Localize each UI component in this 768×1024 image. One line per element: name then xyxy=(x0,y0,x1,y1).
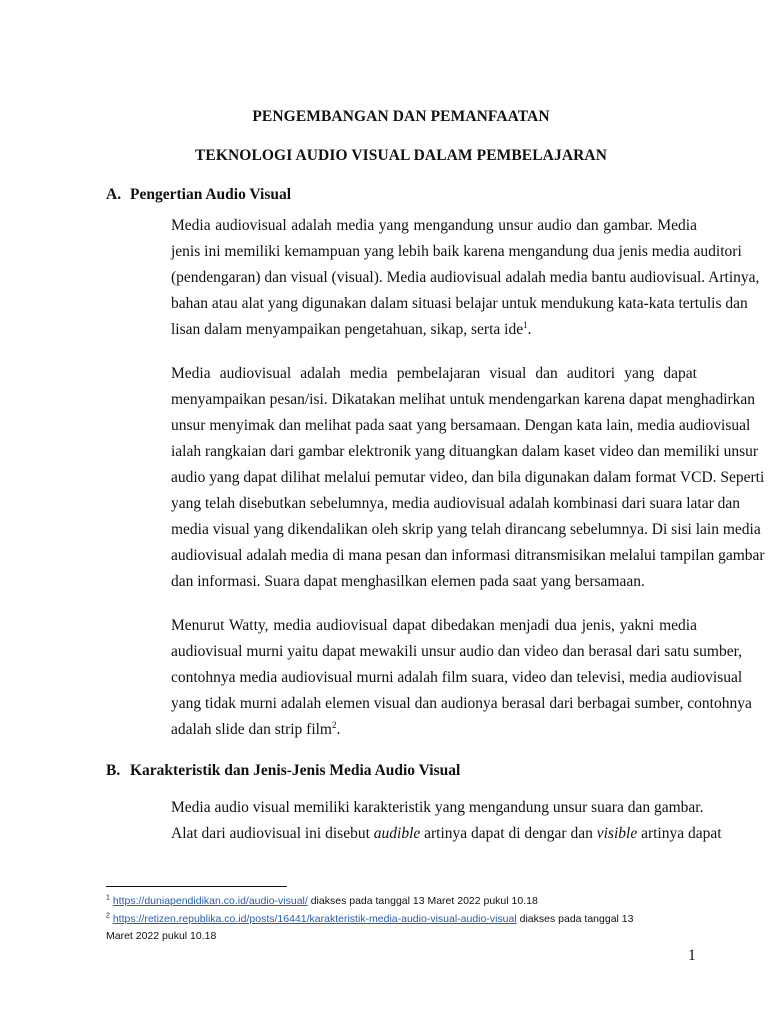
paragraph-2-line: yang telah disebutkan sebelumnya, media audiovisual adalah kombinasi dari suara latar dan xyxy=(171,495,741,512)
paragraph-2-line: audio yang dapat dilihat melalui pemutar video, dan bila digunakan dalam format VCD. Seperti xyxy=(171,469,765,486)
footnote-ref-2: 2 xyxy=(332,719,337,730)
section-a-heading xyxy=(106,186,291,204)
footnote-1-text: diakses pada tanggal 13 Maret 2022 pukul 10.18 xyxy=(307,895,538,907)
paragraph-1-line-last xyxy=(130,317,697,343)
paragraph-3-line-last xyxy=(130,717,697,743)
paragraph-4-text: artinya dapat di dengar dan xyxy=(420,825,597,842)
paragraph-2-line: unsur menyimak dan melihat pada saat yang bersamaan. Dengan kata lain, media audiovisual xyxy=(171,417,751,434)
paragraph-4-line xyxy=(130,821,722,847)
section-b-letter: B. xyxy=(106,762,121,779)
paragraph-4-line: Media audio visual memiliki karakteristik yang mengandung unsur suara dan gambar. xyxy=(171,799,704,816)
term-visible: visible xyxy=(596,825,638,842)
paragraph-2-line-last: dan informasi. Suara dapat menghasilkan elemen pada saat yang bersamaan. xyxy=(171,573,645,590)
paragraph-4-text: Alat dari audiovisual ini disebut xyxy=(171,825,374,842)
paragraph-3-line: contohnya media audiovisual murni adalah film suara, video dan televisi, media audiovisual xyxy=(171,669,743,686)
paragraph-4-text: artinya dapat xyxy=(637,825,722,842)
section-b-title: Karakteristik dan Jenis-Jenis Media Audio Visual xyxy=(130,762,461,779)
paragraph-1-line: Media audiovisual adalah media yang mengandung unsur audio dan gambar. Media xyxy=(171,217,697,234)
section-a-title: Pengertian Audio Visual xyxy=(130,186,292,203)
paragraph-2-line: Media audiovisual adalah media pembelajaran visual dan auditori yang dapat xyxy=(171,365,697,382)
paragraph-3-line: Menurut Watty, media audiovisual dapat dibedakan menjadi dua jenis, yakni media xyxy=(171,617,697,634)
paragraph-1 xyxy=(130,213,760,343)
footnote-separator xyxy=(106,886,287,887)
document-title-line-2: TEKNOLOGI AUDIO VISUAL DALAM PEMBELAJARAN xyxy=(194,147,608,164)
section-b-heading xyxy=(106,762,460,780)
paragraph-1-text: lisan dalam menyampaikan pengetahuan, sikap, serta ide xyxy=(171,321,524,338)
paragraph-1-end: . xyxy=(527,321,532,338)
paragraph-2-line: ialah rangkaian dari gambar elektronik yang dituangkan dalam kaset video dan memiliki unsur xyxy=(171,443,759,460)
paragraph-2-line: audiovisual adalah media di mana pesan dan informasi ditransmisikan melalui tampilan gambar xyxy=(171,547,765,564)
paragraph-1-line: bahan atau alat yang digunakan dalam situasi belajar untuk mendukung kata-kata tertulis dan xyxy=(171,295,748,312)
paragraph-3-text: adalah slide dan strip film xyxy=(171,721,332,738)
footnote-1 xyxy=(106,893,706,910)
paragraph-3 xyxy=(130,613,752,743)
footnote-2-link[interactable]: https://retizen.republika.co.id/posts/16441/karakteristik-media-audio-visual-audio-visual xyxy=(112,913,517,925)
paragraph-3-line: audiovisual murni yaitu dapat mewakili unsur audio dan video dan berasal dari satu sumber, xyxy=(171,643,743,660)
paragraph-2-line: media visual yang dikendalikan oleh skrip yang telah dirancang sebelumnya. Di sisi lain media xyxy=(171,521,761,538)
footnote-2-number: 2 xyxy=(106,912,110,920)
paragraph-2 xyxy=(130,361,765,595)
term-audible: audible xyxy=(373,825,421,842)
document-title-line-1: PENGEMBANGAN DAN PEMANFAATAN xyxy=(252,108,550,125)
paragraph-3-line: yang tidak murni adalah elemen visual dan audionya berasal dari berbagai sumber, contohnya xyxy=(171,695,752,712)
page-number: 1 xyxy=(688,947,696,964)
paragraph-2-line: menyampaikan pesan/isi. Dikatakan melihat untuk mendengarkan karena dapat menghadirkan xyxy=(171,391,756,408)
paragraph-3-end: . xyxy=(336,721,341,738)
footnote-1-number: 1 xyxy=(106,894,110,902)
footnote-2-continuation: Maret 2022 pukul 10.18 xyxy=(106,930,217,942)
paragraph-1-line: jenis ini memiliki kemampuan yang lebih baik karena mengandung dua jenis media auditori xyxy=(171,243,742,260)
footnote-2 xyxy=(106,911,706,928)
paragraph-1-line: (pendengaran) dan visual (visual). Media audiovisual adalah media bantu audiovisual. Artinya, xyxy=(171,269,760,286)
footnote-1-link[interactable]: https://duniapendidikan.co.id/audio-visual/ xyxy=(112,895,308,907)
footnote-ref-1: 1 xyxy=(523,319,528,330)
paragraph-4 xyxy=(130,795,722,847)
footnote-2-text: diakses pada tanggal 13 xyxy=(516,913,634,925)
section-a-letter: A. xyxy=(106,186,122,203)
